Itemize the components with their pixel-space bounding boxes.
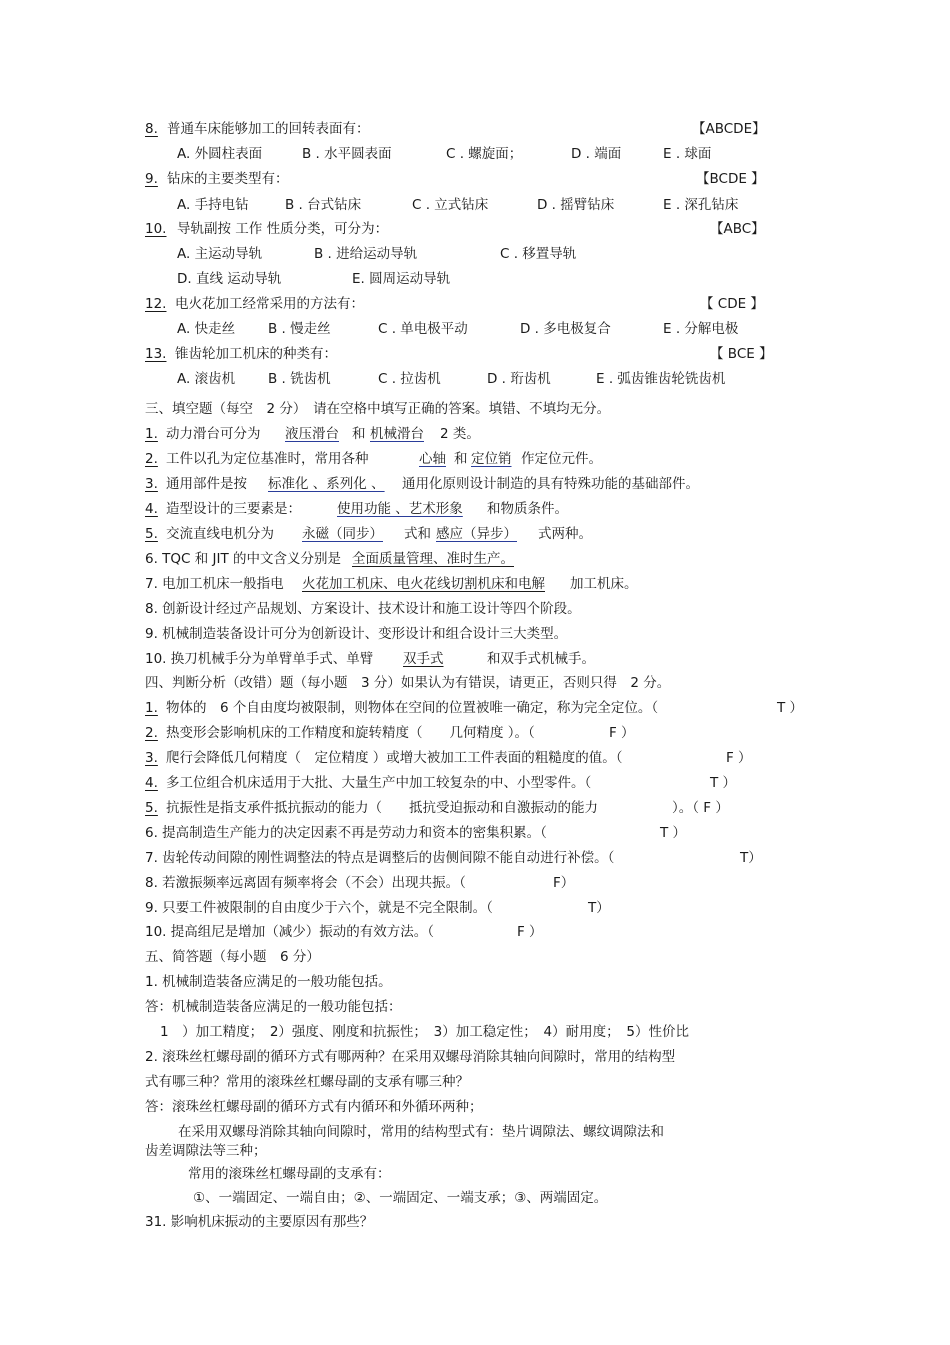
answer-key: 【ABCDE】 (692, 121, 766, 137)
item-number: 1. (145, 426, 158, 442)
item-text: 加工机床。 (570, 576, 638, 592)
answer-text: 1 ）加工精度； 2）强度、刚度和抗振性； 3）加工稳定性； 4）耐用度； 5）性价比 (160, 1024, 689, 1040)
option-b: B . 慢走丝 (268, 321, 331, 337)
short-2-answer-line5 (0, 1187, 950, 1209)
answer-key: 【BCDE 】 (696, 171, 765, 187)
blank-answer: 感应（异步） (436, 526, 517, 542)
short-2-answer-line3 (0, 1140, 950, 1162)
question-number: 9. (145, 171, 158, 187)
item-text: 工件以孔为定位基准时，常用各种 (166, 451, 369, 467)
judgement-answer: T ） (777, 700, 804, 716)
item-text: 9. 只要工件被限制的自由度少于六个，就是不完全限制。（ (145, 900, 493, 916)
option-d: D . 多电极复合 (520, 321, 611, 337)
item-text: 作定位元件。 (521, 451, 602, 467)
answer-text: 在采用双螺母消除其轴向间隙时，常用的结构型式有：垫片调隙法、螺纹调隙法和 (178, 1124, 664, 1140)
judge-5 (0, 797, 950, 819)
option-c: C . 立式钻床 (412, 197, 489, 213)
judgement-answer: F ） (609, 725, 635, 741)
answer-text: ①、一端固定、一端自由；②、一端固定、一端支承；③、两端固定。 (193, 1190, 608, 1206)
section-fill-header (0, 398, 950, 420)
option-e: E. 圆周运动导轨 (352, 271, 451, 287)
option-e: E . 分解电极 (663, 321, 739, 337)
judgement-answer: F） (553, 875, 575, 891)
item-text: 9. 机械制造装备设计可分为创新设计、变形设计和组合设计三大类型。 (145, 626, 568, 642)
option-e: E . 弧齿锥齿轮铣齿机 (596, 371, 726, 387)
short-2-question-line2 (0, 1071, 950, 1093)
option-a: A. 手持电钻 (177, 197, 249, 213)
fill-3 (0, 473, 950, 495)
item-text: 6. TQC 和 JIT 的中文含义分别是 (145, 551, 342, 567)
item-text: 7. 电加工机床一般指电 (145, 576, 284, 592)
fill-10 (0, 648, 950, 670)
section-title: 五、简答题（每小题 6 分） (145, 949, 320, 965)
question-number: 10. (145, 221, 167, 237)
option-c: C . 拉齿机 (378, 371, 441, 387)
item-text: 式两种。 (538, 526, 592, 542)
question-text: 普通车床能够加工的回转表面有： (167, 121, 370, 137)
fill-8 (0, 598, 950, 620)
item-text: 8. 创新设计经过产品规划、方案设计、技术设计和施工设计等四个阶段。 (145, 601, 581, 617)
blank-answer: 火花加工机床、电火花线切割机床和电解 (302, 576, 545, 592)
judgement-answer: T ） (710, 775, 737, 791)
answer-text: 答：滚珠丝杠螺母副的循环方式有内循环和外循环两种； (145, 1099, 483, 1115)
judge-9 (0, 897, 950, 919)
question-text: 式有哪三种？常用的滚珠丝杠螺母副的支承有哪三种？ (145, 1074, 469, 1090)
question-text: 导轨副按 工作 性质分类，可分为： (177, 221, 389, 237)
judge-7 (0, 847, 950, 869)
answer-text: 答：机械制造装备应满足的一般功能包括： (145, 999, 402, 1015)
option-b: B . 铣齿机 (268, 371, 331, 387)
short-2-question-line1 (0, 1046, 950, 1068)
option-c: C . 移置导轨 (500, 246, 577, 262)
option-e: E . 深孔钻床 (663, 197, 739, 213)
short-1-question (0, 971, 950, 993)
item-number: 5. (145, 800, 158, 816)
item-number: 2. (145, 451, 158, 467)
item-number: 4. (145, 501, 158, 517)
judgement-answer: T） (588, 900, 610, 916)
item-text: 通用部件是按 (166, 476, 247, 492)
item-text: 动力滑台可分为 (166, 426, 261, 442)
judgement-answer: F ） (726, 750, 752, 766)
item-text: 爬行会降低几何精度（ 定位精度 ）或增大被加工工件表面的粗糙度的值。（ (166, 750, 623, 766)
question-9-options (0, 194, 950, 216)
option-c: C . 单电极平动 (378, 321, 468, 337)
short-1-answer (0, 996, 950, 1018)
item-text: 和物质条件。 (487, 501, 568, 517)
question-number: 12. (145, 296, 167, 312)
blank-answer: 液压滑台 (285, 426, 339, 442)
item-text: 造型设计的三要素是： (166, 501, 301, 517)
judgement-answer: T） (740, 850, 762, 866)
question-text: 锥齿轮加工机床的种类有： (175, 346, 337, 362)
blank-answer: 永磁（同步） (302, 526, 383, 542)
option-b: B . 台式钻床 (285, 197, 362, 213)
question-text: 31. 影响机床振动的主要原因有那些？ (145, 1214, 374, 1230)
item-number: 4. (145, 775, 158, 791)
blank-answer: 定位销 (471, 451, 512, 467)
short-31-question (0, 1211, 950, 1233)
item-number: 5. (145, 526, 158, 542)
question-10-options-row1 (0, 243, 950, 265)
question-10 (0, 218, 950, 240)
option-d: D . 摇臂钻床 (537, 197, 615, 213)
option-a: A. 滚齿机 (177, 371, 236, 387)
answer-text: 常用的滚珠丝杠螺母副的支承有： (188, 1166, 391, 1182)
option-d: D. 直线 运动导轨 (177, 271, 282, 287)
question-number: 13. (145, 346, 167, 362)
item-text: 8. 若激振频率远离固有频率将会（不会）出现共振。（ (145, 875, 466, 891)
section-judge-header (0, 672, 950, 694)
item-number: 3. (145, 476, 158, 492)
question-8 (0, 118, 950, 140)
short-2-answer-line1 (0, 1096, 950, 1118)
judge-4 (0, 772, 950, 794)
judge-6 (0, 822, 950, 844)
item-text: 热变形会影响机床的工作精度和旋转精度（ 几何精度 ）。（ (166, 725, 535, 741)
section-short-header (0, 946, 950, 968)
fill-9 (0, 623, 950, 645)
item-text: 和 (352, 426, 366, 442)
fill-7 (0, 573, 950, 595)
item-text: 2 类。 (440, 426, 480, 442)
item-text: 10. 提高组尼是增加（减少）振动的有效方法。（ (145, 924, 435, 940)
option-a: A. 主运动导轨 (177, 246, 263, 262)
option-a: A. 快走丝 (177, 321, 236, 337)
item-text: 10. 换刀机械手分为单臂单手式、单臂 (145, 651, 374, 667)
section-title: 四、判断分析（改错）题（每小题 3 分）如果认为有错误，请更正，否则只得 2 分。 (145, 675, 671, 691)
judgement-answer: F ） (517, 924, 543, 940)
judge-2 (0, 722, 950, 744)
option-d: D . 端面 (571, 146, 622, 162)
judge-10 (0, 921, 950, 943)
section-title: 三、填空题（每空 2 分） 请在空格中填写正确的答案。填错、不填均无分。 (145, 401, 611, 417)
item-text: 6. 提高制造生产能力的决定因素不再是劳动力和资本的密集积累。（ (145, 825, 547, 841)
item-text: 通用化原则设计制造的具有特殊功能的基础部件。 (402, 476, 699, 492)
blank-answer: 心轴 (419, 451, 446, 467)
item-number: 1. (145, 700, 158, 716)
option-b: B . 进给运动导轨 (314, 246, 418, 262)
answer-text: 齿差调隙法等三种； (145, 1143, 267, 1159)
fill-1 (0, 423, 950, 445)
short-1-answer-list (0, 1021, 950, 1043)
question-13-options (0, 368, 950, 390)
judgement-answer: T ） (660, 825, 687, 841)
answer-key: 【 BCE 】 (710, 346, 773, 362)
option-c: C . 螺旋面； (446, 146, 523, 162)
blank-answer: 全面质量管理、准时生产。 (352, 551, 514, 567)
item-text: 和 (454, 451, 468, 467)
answer-key: 【 CDE 】 (700, 296, 764, 312)
item-text: 和双手式机械手。 (487, 651, 595, 667)
question-number: 8. (145, 121, 158, 137)
judgement-answer: ）。（ F ） (672, 800, 729, 816)
question-10-options-row2 (0, 268, 950, 290)
option-e: E . 球面 (663, 146, 712, 162)
blank-answer: 双手式 (403, 651, 444, 667)
item-text: 7. 齿轮传动间隙的刚性调整法的特点是调整后的齿侧间隙不能自动进行补偿。（ (145, 850, 615, 866)
question-text: 钻床的主要类型有： (167, 171, 289, 187)
question-8-options (0, 143, 950, 165)
question-13 (0, 343, 950, 365)
item-text: 交流直线电机分为 (166, 526, 274, 542)
fill-6 (0, 548, 950, 570)
option-b: B . 水平圆表面 (302, 146, 392, 162)
question-12-options (0, 318, 950, 340)
judge-3 (0, 747, 950, 769)
blank-answer: 标准化 、系列化 、 (268, 476, 385, 492)
item-text: 抗振性是指支承件抵抗振动的能力（ 抵抗受迫振动和自激振动的能力 (166, 800, 598, 816)
item-number: 3. (145, 750, 158, 766)
item-text: 式和 (404, 526, 431, 542)
question-text: 2. 滚珠丝杠螺母副的循环方式有哪两种？在采用双螺母消除其轴向间隙时，常用的结构型 (145, 1049, 676, 1065)
item-text: 物体的 6 个自由度均被限制，则物体在空间的位置被唯一确定，称为完全定位。（ (166, 700, 659, 716)
item-number: 2. (145, 725, 158, 741)
question-9 (0, 168, 950, 190)
option-a: A. 外圆柱表面 (177, 146, 263, 162)
fill-5 (0, 523, 950, 545)
blank-answer: 机械滑台 (370, 426, 424, 442)
blank-answer: 使用功能 、艺术形象 (337, 501, 463, 517)
item-text: 多工位组合机床适用于大批、大量生产中加工较复杂的中、小型零件。（ (166, 775, 592, 791)
short-2-answer-line4 (0, 1163, 950, 1185)
fill-4 (0, 498, 950, 520)
judge-1 (0, 697, 950, 719)
question-text: 1. 机械制造装备应满足的一般功能包括。 (145, 974, 392, 990)
fill-2 (0, 448, 950, 470)
judge-8 (0, 872, 950, 894)
question-12 (0, 293, 950, 315)
answer-key: 【ABC】 (710, 221, 765, 237)
option-d: D . 珩齿机 (487, 371, 551, 387)
question-text: 电火花加工经常采用的方法有： (175, 296, 364, 312)
